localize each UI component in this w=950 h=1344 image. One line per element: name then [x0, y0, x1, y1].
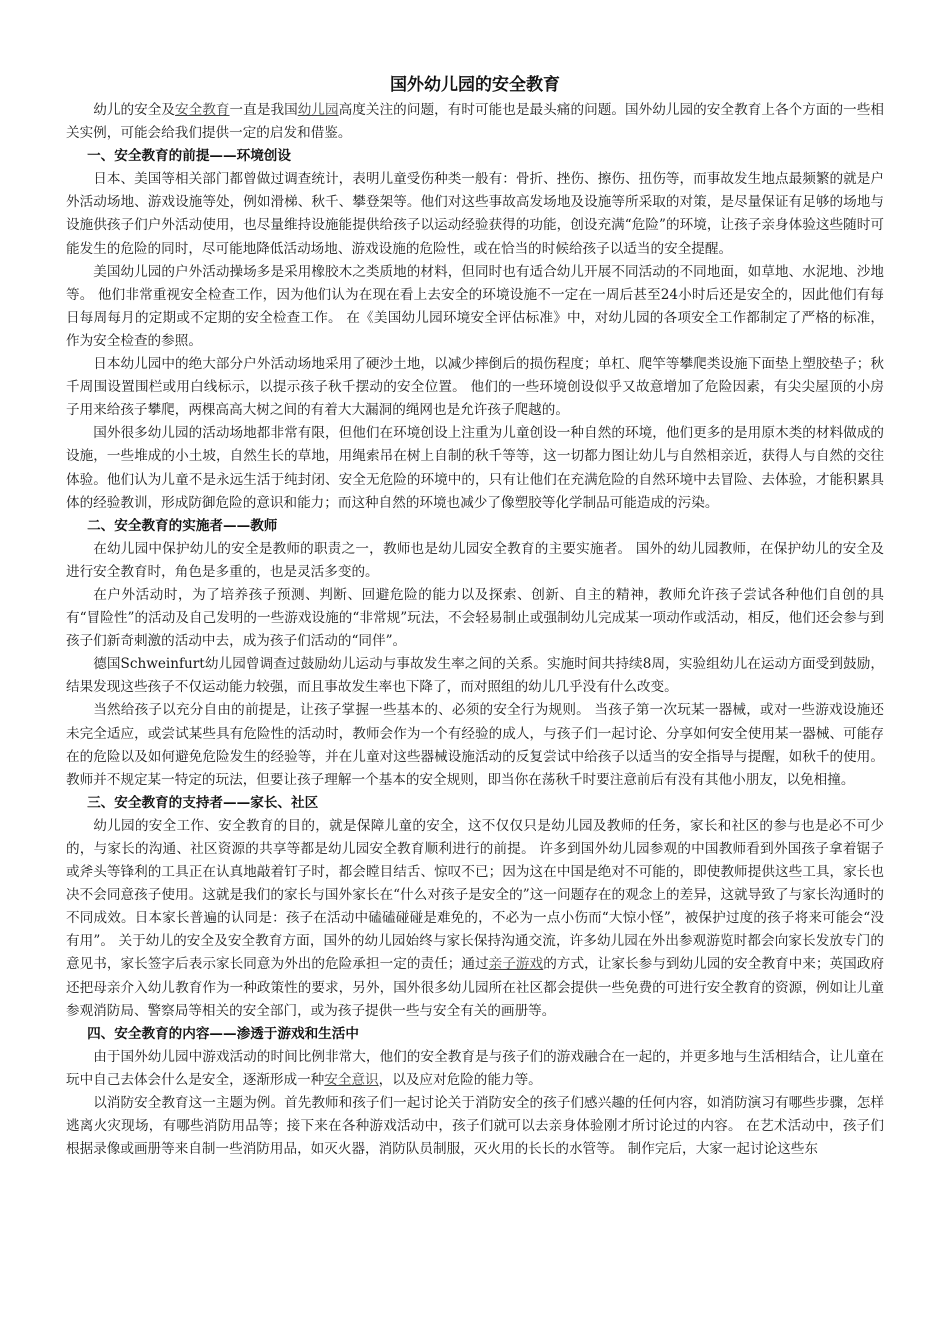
section-2-paragraph: 在幼儿园中保护幼儿的安全是教师的职责之一，教师也是幼儿园安全教育的主要实施者。 国外的幼儿园教师，在保护幼儿的安全及进行安全教育时，角色是多重的，也是灵活多变的。	[66, 540, 884, 580]
document-title: 国外幼儿园的安全教育	[390, 75, 560, 95]
section-4-paragraph: 以消防安全教育这一主题为例。首先教师和孩子们一起讨论关于消防安全的孩子们感兴趣的任何内容，如消防演习有哪些步骤，怎样逃离火灾现场，有哪些消防用品等；接下来在各种游戏活动中，孩子们就可以去亲身体验刚才所讨论过的内容。 在艺术活动中，孩子们根据录像或画册等来自制一些消防用品，如灭火器，消防队员制服，灭火用的长长的水管等。 制作完后，大家一起讨论这些东	[66, 1095, 884, 1158]
section-1-paragraph: 日本幼儿园中的绝大部分户外活动场地采用了硬沙土地，以减少摔倒后的损伤程度；单杠、爬竿等攀爬类设施下面垫上塑胶垫子；秋千周围设置围栏或用白线标示，以提示孩子秋千摆动的安全位置。 他们的一些环境创设似乎又故意增加了危险因素，有尖尖屋顶的小房子用来给孩子攀爬，两棵高高大树之间的有着大大漏洞的绳网也是允许孩子爬越的。	[66, 356, 884, 419]
intro-text-3: 高度关注的问题，有时可能也是最头痛的问题。国外幼儿园的安全教育上各个方面的一些相关实例，可能会给我们提供一定的启发和借鉴。	[66, 102, 885, 142]
document-page	[66, 72, 884, 1161]
section-4-text-2: ，以及应对危险的能力等。	[378, 1071, 542, 1088]
section-2-heading: 二、安全教育的实施者——教师	[87, 517, 278, 534]
section-3-text-2: 的方式，让家长参与到幼儿园的安全教育中来；英国政府还把母亲介入幼儿教育作为一种政策性的要求，另外，国外很多幼儿园所在社区都会提供一些免费的可进行安全教育的资源，例如让儿童参观消防局、警察局等相关的安全部门，或为孩子提供一些与安全有关的画册等。	[66, 956, 885, 1019]
section-3-text-1: 幼儿园的安全工作、安全教育的目的，就是保障儿童的安全，这不仅仅只是幼儿园及教师的任务，家长和社区的参与也是必不可少的，与家长的沟通、社区资源的共享等都是幼儿园安全教育顺利进行的前提。 许多到国外幼儿园参观的中国教师看到外国孩子拿着锯子或斧头等锋利的工具正在认真地敲着钉子时，都会瞠目结舌、惊叹不已；因为这在中国是绝对不可能的，即使教师提供这些工具，家长也决不会同意孩子使用。这就是我们的家长与国外家长在“什么对孩子是安全的”这一问题存在的观念上的差异，这就导致了与家长沟通时的不同成效。日本家长普遍的认同是：孩子在活动中磕磕碰碰是难免的，不必为一点小伤而“大惊小怪”，被保护过度的孩子将来可能会“没有用”。 关于幼儿的安全及安全教育方面，国外的幼儿园始终与家长保持沟通交流，许多幼儿园在外出参观游览时都会向家长发放专门的意见书，家长签字后表示家长同意为外出的危险承担一定的责任；通过	[66, 817, 884, 973]
kindergarten-link[interactable]: 幼儿园	[297, 102, 339, 118]
intro-text-2: 一直是我国	[229, 102, 298, 118]
section-3-paragraph	[66, 815, 884, 1023]
safety-education-link[interactable]: 安全教育	[175, 102, 230, 118]
parent-child-games-link[interactable]: 亲子游戏	[488, 956, 544, 973]
section-1-paragraph: 国外很多幼儿园的活动场地都非常有限，但他们在环境创设上注重为儿童创设一种自然的环境，他们更多的是用原木类的材料做成的设施，一些堆成的小土坡，自然生长的草地，用绳索吊在树上自制的秋千等等，这一切都力图让幼儿与自然相亲近，获得人与自然的交往体验。他们认为儿童不是永远生活于纯封闭、安全无危险的环境中的，只有让他们在充满危险的自然环境中去冒险、去体验，才能积累具体的经验教训，形成防御危险的意识和能力；而这种自然的环境也减少了像塑胶等化学制品可能造成的污染。	[66, 425, 884, 511]
section-4-text-1: 由于国外幼儿园中游戏活动的时间比例非常大，他们的安全教育是与孩子们的游戏融合在一起的，并更多地与生活相结合，让儿童在玩中自己去体会什么是安全，逐渐形成一种	[66, 1048, 884, 1088]
section-1-paragraph: 美国幼儿园的户外活动操场多是采用橡胶木之类质地的材料，但同时也有适合幼儿开展不同活动的不同地面，如草地、水泥地、沙地等。 他们非常重视安全检查工作，因为他们认为在现在看上去安全的环境设施不一定在一周后甚至24小时后还是安全的，因此他们有每日每周每月的定期或不定期的安全检查工作。 在《美国幼儿园环境安全评估标准》中，对幼儿园的各项安全工作都制定了严格的标准，作为安全检查的参照。	[66, 263, 884, 349]
section-1-heading: 一、安全教育的前提——环境创设	[87, 148, 291, 165]
section-4-paragraph	[66, 1046, 884, 1092]
section-3-heading: 三、安全教育的支持者——家长、社区	[87, 794, 319, 811]
section-1-paragraph: 日本、美国等相关部门都曾做过调查统计，表明儿童受伤种类一般有：骨折、挫伤、擦伤、扭伤等，而事故发生地点最频繁的就是户外活动场地、游戏设施等处，例如滑梯、秋千、攀登架等。他们对这些事故高发场地及设施等所采取的对策，是尽量保证有足够的场地与设施供孩子们户外活动使用，也尽量维持设施能提供给孩子以运动经验获得的功能，创设充满“危险”的环境，让孩子亲身体验这些随时可能发生的危险的同时，尽可能地降低活动场地、游戏设施的危险性，或在恰当的时候给孩子以适当的安全提醒。	[66, 171, 884, 257]
section-2-paragraph: 德国Schweinfurt幼儿园曾调查过鼓励幼儿运动与事故发生率之间的关系。实施时间共持续8周，实验组幼儿在运动方面受到鼓励，结果发现这些孩子不仅运动能力较强，而且事故发生率也下降了，而对照组的幼儿几乎没有什么改变。	[66, 656, 884, 696]
section-4-heading: 四、安全教育的内容——渗透于游戏和生活中	[87, 1025, 359, 1042]
intro-text-1: 幼儿的安全及	[93, 102, 175, 118]
safety-awareness-link[interactable]: 安全意识	[324, 1071, 379, 1088]
intro-paragraph	[66, 99, 884, 145]
section-2-paragraph: 当然给孩子以充分自由的前提是，让孩子掌握一些基本的、必须的安全行为规则。 当孩子第一次玩某一器械，或对一些游戏设施还未完全适应，或尝试某些具有危险性的活动时，教师会作为一个有经验的成人，与孩子们一起讨论、分享如何安全使用某一器械、可能存在的危险以及如何避免危险发生的经验等，并在儿童对这些器械设施活动的反复尝试中给孩子以适当的安全指导与提醒，如秋千的使用。 教师并不规定某一特定的玩法，但要让孩子理解一个基本的安全规则，即当你在荡秋千时要注意前后有没有其他小朋友，以免相撞。	[66, 702, 884, 788]
section-2-paragraph: 在户外活动时，为了培养孩子预测、判断、回避危险的能力以及探索、创新、自主的精神，教师允许孩子尝试各种他们自创的具有“冒险性”的活动及自己发明的一些游戏设施的“非常规”玩法，不会轻易制止或强制幼儿完成某一项动作或活动，相反，他们还会参与到孩子们新奇刺激的活动中去，成为孩子们活动的“同伴”。	[66, 586, 884, 650]
